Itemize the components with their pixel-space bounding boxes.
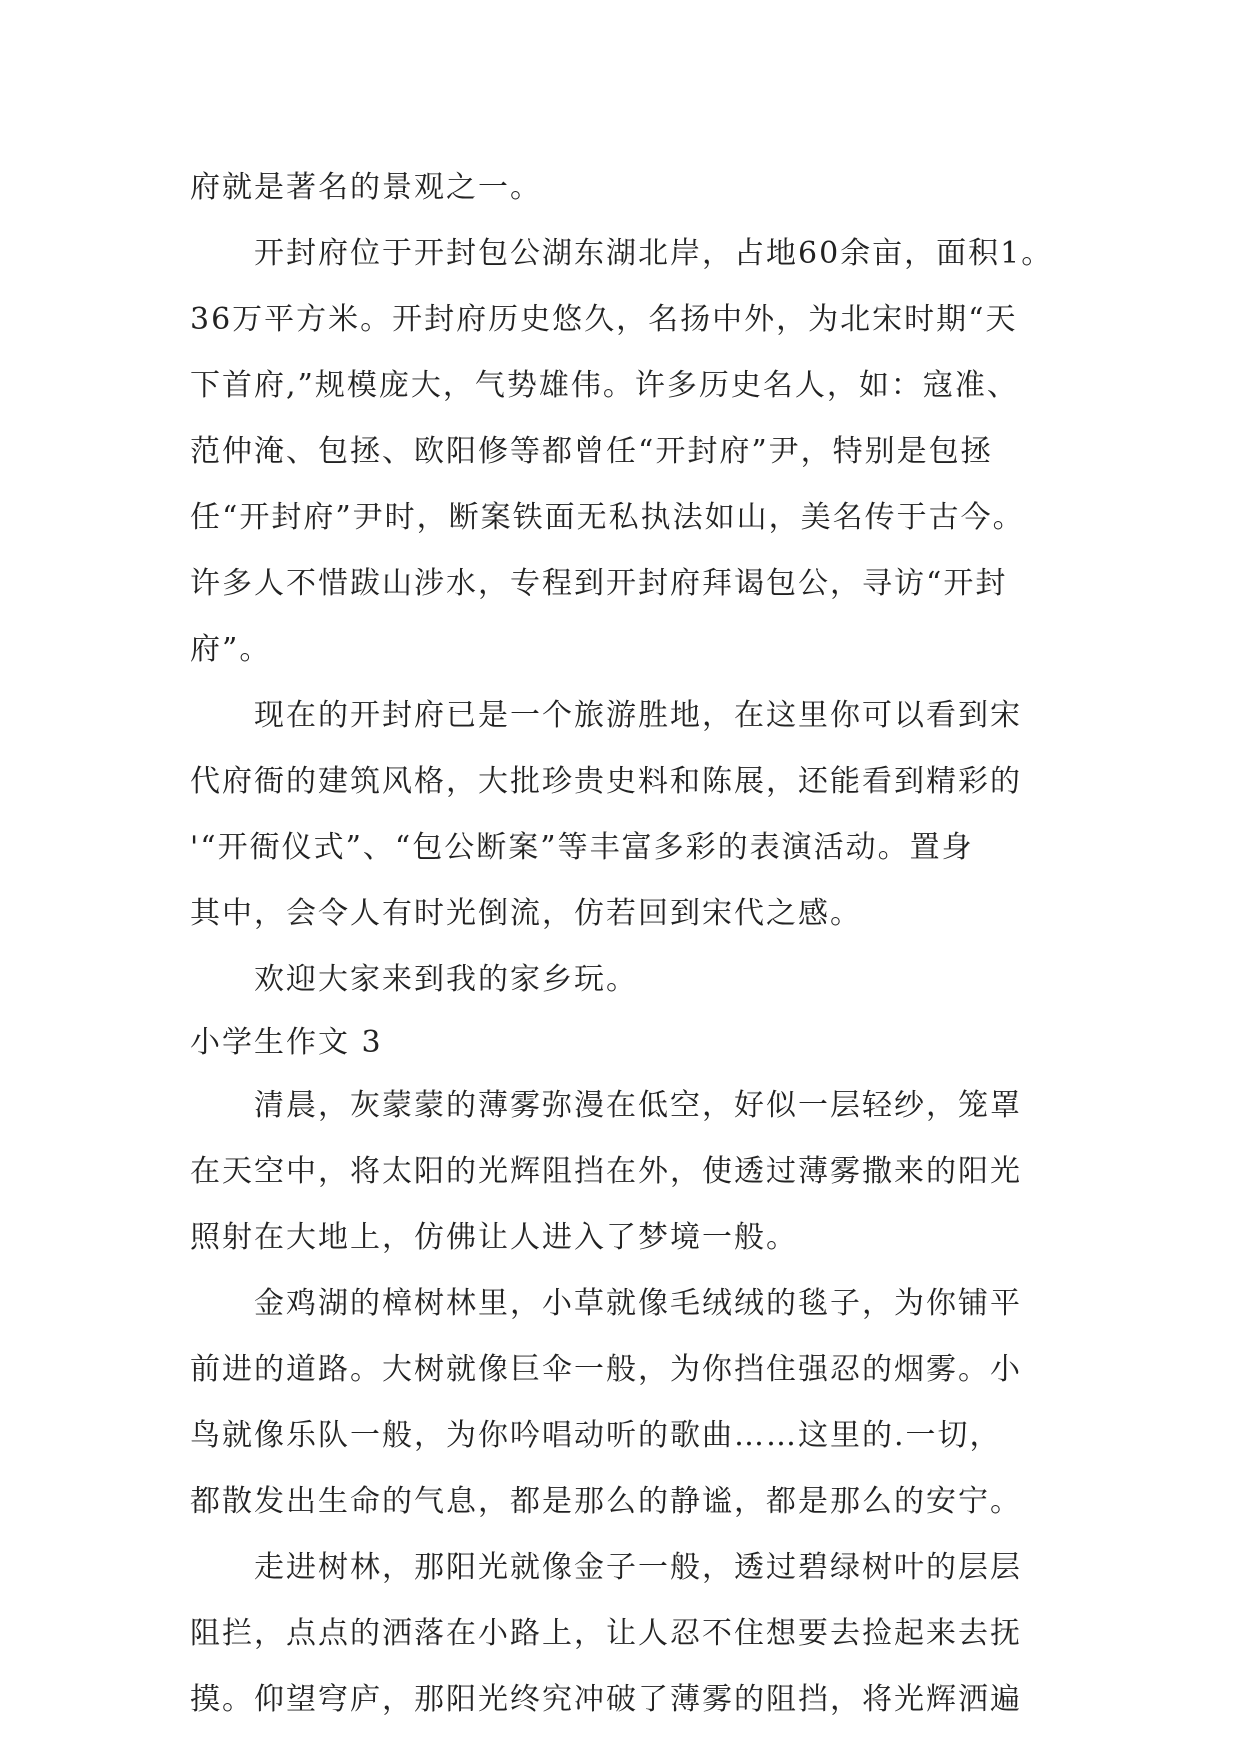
text-line: 其中，会令人有时光倒流，仿若回到宋代之感。 — [190, 896, 862, 931]
text-line: 下首府,”规模庞大，气势雄伟。许多历史名人，如：寇准、 — [190, 368, 1019, 403]
paragraph — [190, 947, 1080, 1013]
text-line: 在天空中，将太阳的光辉阻挡在外，使透过薄雾撒来的阳光 — [190, 1154, 1022, 1189]
text-line: 都散发出生命的气息，都是那么的静谧，都是那么的安宁。 — [190, 1484, 1022, 1519]
text-line: 摸。仰望穹庐，那阳光终究冲破了薄雾的阻挡，将光辉洒遍 — [190, 1682, 1022, 1717]
document-body — [190, 155, 1080, 1733]
text-line: 36万平方米。开封府历史悠久，名扬中外，为北宋时期“天 — [190, 302, 1018, 337]
text-line: 前进的道路。大树就像巨伞一般，为你挡住强忍的烟雾。小 — [190, 1352, 1022, 1387]
text-line: 开封府位于开封包公湖东湖北岸，占地60余亩，面积1。 — [254, 236, 1054, 271]
text-line: 范仲淹、包拯、欧阳修等都曾任“开封府”尹，特别是包拯 — [190, 434, 993, 469]
text-line: 府就是著名的景观之一。 — [190, 170, 542, 205]
text-line: 许多人不惜跋山涉水，专程到开封府拜谒包公，寻访“开封 — [190, 566, 1008, 601]
paragraph — [190, 1271, 1080, 1535]
text-line: 走进树林，那阳光就像金子一般，透过碧绿树叶的层层 — [254, 1550, 1022, 1585]
text-line: 金鸡湖的樟树林里，小草就像毛绒绒的毯子，为你铺平 — [254, 1286, 1022, 1321]
paragraph — [190, 1073, 1080, 1271]
section-heading — [190, 1013, 1080, 1073]
text-line: 照射在大地上，仿佛让人进入了梦境一般。 — [190, 1220, 798, 1255]
text-line: 欢迎大家来到我的家乡玩。 — [254, 962, 638, 997]
text-line: 任“开封府”尹时，断案铁面无私执法如山，美名传于古今。 — [190, 500, 1025, 535]
text-line: 鸟就像乐队一般，为你吟唱动听的歌曲……这里的.一切， — [190, 1418, 1002, 1453]
text-line: 代府衙的建筑风格，大批珍贵史料和陈展，还能看到精彩的 — [190, 764, 1022, 799]
text-line: '“开衙仪式”、“包公断案”等丰富多彩的表演活动。置身 — [190, 830, 974, 865]
paragraph — [190, 221, 1080, 683]
text-line: 清晨，灰蒙蒙的薄雾弥漫在低空，好似一层轻纱，笼罩 — [254, 1088, 1022, 1123]
heading-text: 小学生作文 3 — [190, 1025, 383, 1060]
paragraph — [190, 683, 1080, 947]
text-line: 现在的开封府已是一个旅游胜地，在这里你可以看到宋 — [254, 698, 1022, 733]
paragraph — [190, 1535, 1080, 1733]
paragraph — [190, 155, 1080, 221]
text-line: 府”。 — [190, 632, 272, 667]
text-line: 阻拦，点点的洒落在小路上，让人忍不住想要去捡起来去抚 — [190, 1616, 1022, 1651]
